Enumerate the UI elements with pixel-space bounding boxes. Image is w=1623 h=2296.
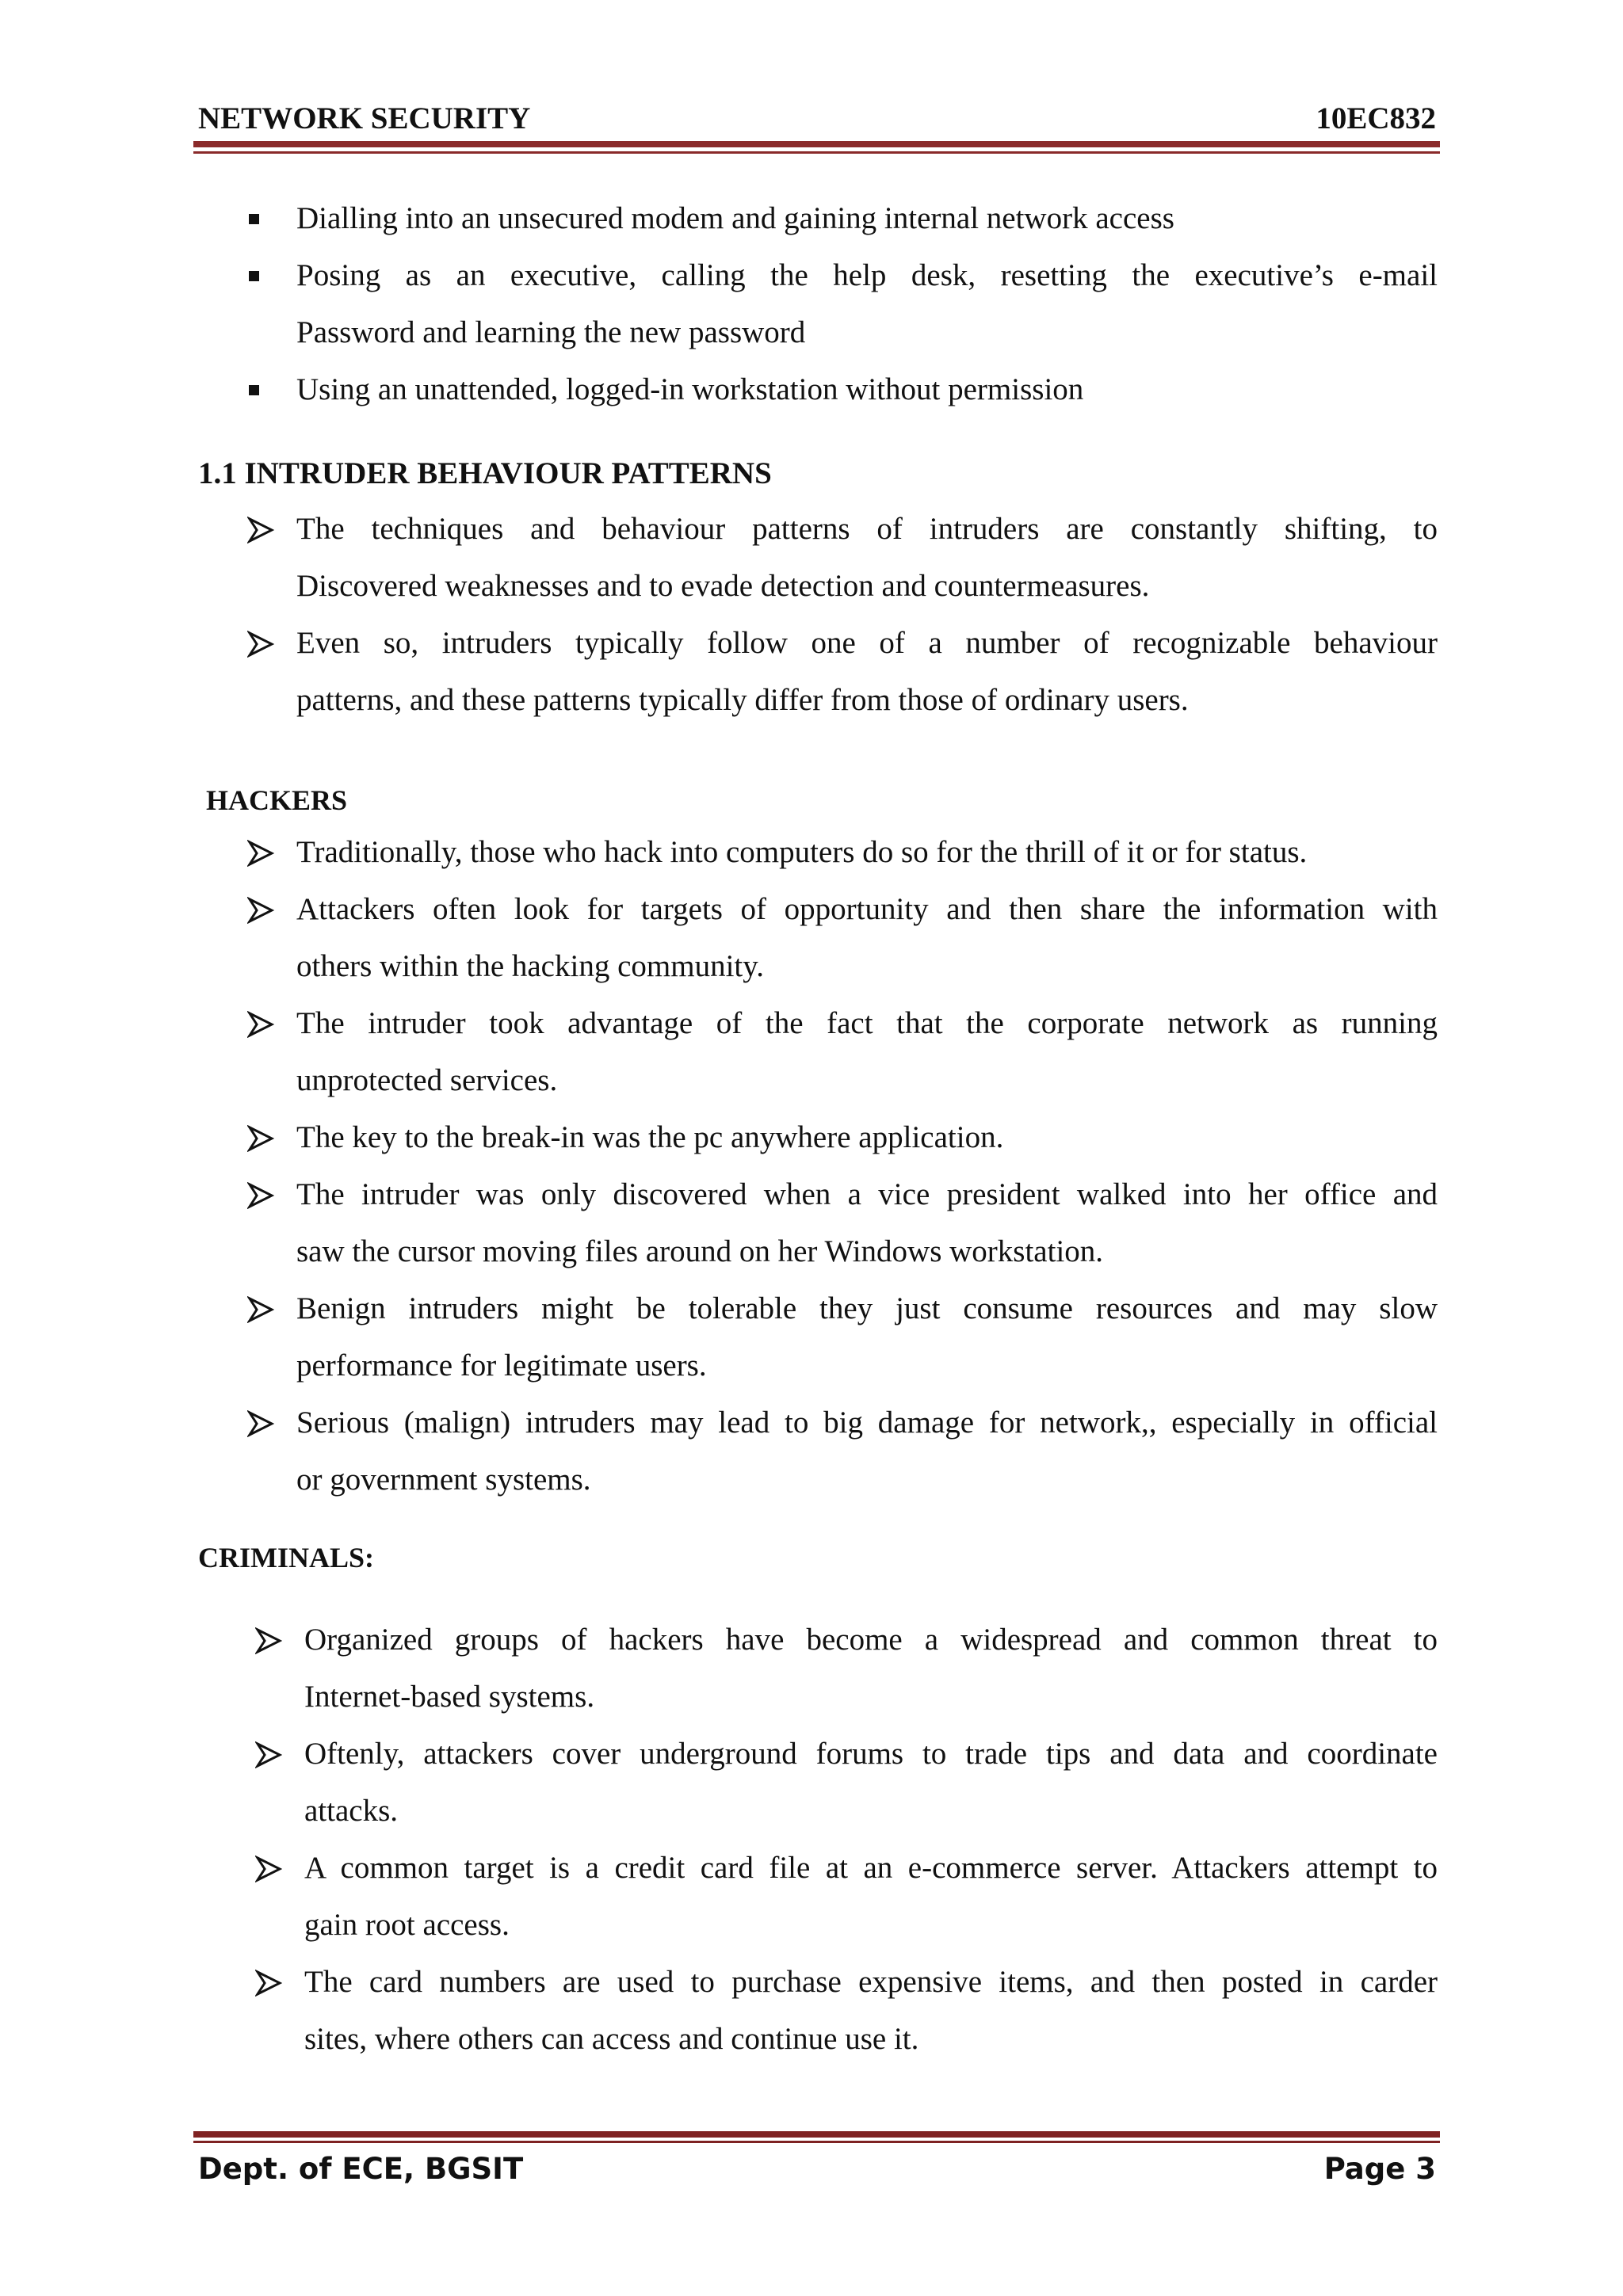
bullet-line: Dialling into an unsecured modem and gaining internal network access xyxy=(296,201,1174,235)
bullet-item xyxy=(304,1840,1438,1954)
footer-rule xyxy=(193,2131,1440,2138)
arrow-bullet-icon xyxy=(255,1970,282,1997)
arrow-bullet-icon xyxy=(255,1627,282,1654)
header-title: NETWORK SECURITY xyxy=(198,101,531,135)
bullet-line: Traditionally, those who hack into computers do so for the thrill of it or for status. xyxy=(296,835,1308,869)
footer-rule-thin xyxy=(193,2141,1440,2143)
square-bullet-icon xyxy=(249,385,259,395)
arrow-bullet-icon xyxy=(247,517,274,543)
bullet-line: The techniques and behaviour patterns of intruders are constantly shifting, to xyxy=(296,512,1438,546)
bullet-line: The intruder was only discovered when a vice president walked into her office and xyxy=(296,1177,1438,1211)
arrow-bullet-icon xyxy=(247,631,274,658)
arrow-bullet-icon xyxy=(247,1011,274,1038)
bullet-item xyxy=(296,881,1438,995)
arrow-bullet-icon xyxy=(247,1125,274,1152)
bullet-line: The card numbers are used to purchase expensive items, and then posted in carder xyxy=(304,1965,1438,1999)
bullet-line: The key to the break-in was the pc anywhere application. xyxy=(296,1120,1004,1154)
bullet-line: A common target is a credit card file at an e-commerce server. Attackers attempt to xyxy=(304,1851,1438,1885)
bullet-line: Posing as an executive, calling the help desk, resetting the executive’s e-mail xyxy=(296,258,1438,292)
arrow-bullet-icon xyxy=(247,1182,274,1209)
bullet-item xyxy=(296,1280,1438,1394)
bullet-line: Oftenly, attackers cover underground forums to trade tips and data and coordinate xyxy=(304,1737,1438,1771)
bullet-line: Password and learning the new password xyxy=(296,315,806,349)
bullet-line: Even so, intruders typically follow one of a number of recognizable behaviour xyxy=(296,626,1438,660)
bullet-line: sites, where others can access and continue use it. xyxy=(304,2022,919,2056)
header-rule-thin xyxy=(193,151,1440,154)
bullet-line: unprotected services. xyxy=(296,1063,558,1097)
section-heading: 1.1 INTRUDER BEHAVIOUR PATTERNS xyxy=(198,456,772,490)
arrow-bullet-icon xyxy=(247,840,274,867)
bullet-line: performance for legitimate users. xyxy=(296,1348,707,1383)
bullet-line: Benign intruders might be tolerable they just consume resources and may slow xyxy=(296,1291,1438,1325)
bullet-item xyxy=(296,501,1438,615)
bullet-item xyxy=(304,1726,1438,1840)
square-bullet-icon xyxy=(249,214,259,224)
bullet-line: Discovered weaknesses and to evade detection and countermeasures. xyxy=(296,569,1150,603)
bullet-line: Internet-based systems. xyxy=(304,1680,595,1714)
bullet-item xyxy=(296,1394,1438,1508)
bullet-line: Attackers often look for targets of opportunity and then share the information with xyxy=(296,892,1438,926)
bullet-line: patterns, and these patterns typically differ from those of ordinary users. xyxy=(296,683,1189,717)
arrow-bullet-icon xyxy=(247,1296,274,1323)
bullet-item xyxy=(296,247,1438,361)
arrow-bullet-icon xyxy=(247,897,274,924)
bullet-item xyxy=(304,1954,1438,2068)
bullet-line: Using an unattended, logged-in workstation without permission xyxy=(296,372,1084,406)
header-course-code: 10EC832 xyxy=(1316,101,1436,135)
bullet-line: or government systems. xyxy=(296,1463,591,1497)
bullet-item xyxy=(296,1166,1438,1280)
criminals-heading: CRIMINALS: xyxy=(198,1542,375,1573)
bullet-item xyxy=(296,361,1438,418)
bullet-line: others within the hacking community. xyxy=(296,949,764,983)
bullet-item xyxy=(296,824,1438,881)
bullet-item xyxy=(296,1109,1438,1166)
hackers-heading: HACKERS xyxy=(206,784,348,816)
bullet-line: Organized groups of hackers have become a widespread and common threat to xyxy=(304,1623,1438,1657)
bullet-line: gain root access. xyxy=(304,1908,510,1942)
footer-dept: Dept. of ECE, BGSIT xyxy=(198,2152,524,2186)
bullet-line: attacks. xyxy=(304,1794,399,1828)
bullet-item xyxy=(304,1611,1438,1726)
bullet-item xyxy=(296,190,1438,247)
bullet-item xyxy=(296,615,1438,729)
bullet-item xyxy=(296,995,1438,1109)
arrow-bullet-icon xyxy=(247,1410,274,1437)
bullet-line: Serious (malign) intruders may lead to big damage for network,, especially in official xyxy=(296,1405,1438,1440)
bullet-line: The intruder took advantage of the fact that the corporate network as running xyxy=(296,1006,1438,1040)
header-rule xyxy=(193,141,1440,147)
arrow-bullet-icon xyxy=(255,1855,282,1882)
arrow-bullet-icon xyxy=(255,1741,282,1768)
footer-page-number: Page 3 xyxy=(1323,2152,1436,2186)
square-bullet-icon xyxy=(249,271,259,281)
bullet-line: saw the cursor moving files around on her Windows workstation. xyxy=(296,1234,1104,1268)
